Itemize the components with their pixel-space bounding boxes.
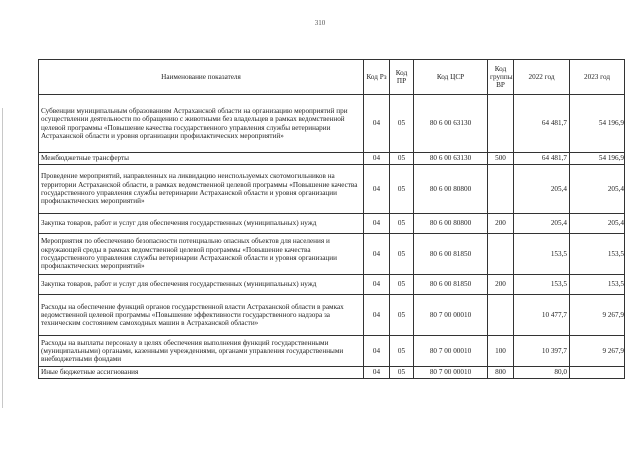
- scan-edge-line: [2, 108, 5, 408]
- row-csr: 80 7 00 00010: [414, 295, 488, 336]
- row-2022: 153,5: [514, 275, 570, 295]
- row-csr: 80 6 00 80800: [414, 214, 488, 234]
- row-2023: [570, 367, 625, 379]
- row-csr: 80 6 00 81850: [414, 275, 488, 295]
- header-name: Наименование показателя: [39, 60, 364, 95]
- row-2022: 10 477,7: [514, 295, 570, 336]
- row-2023: 153,5: [570, 234, 625, 275]
- row-vr: 100: [488, 336, 514, 367]
- row-name: Закупка товаров, работ и услуг для обеспечения государственных (муниципальных) нужд: [39, 214, 364, 234]
- table-row: [39, 214, 625, 234]
- row-rz: 04: [364, 234, 390, 275]
- row-vr: [488, 95, 514, 153]
- table-row: [39, 367, 625, 379]
- page-number: 310: [314, 19, 326, 27]
- table-row: [39, 295, 625, 336]
- row-2022: 64 481,7: [514, 153, 570, 165]
- row-vr: [488, 165, 514, 214]
- header-pr: Код ПР: [390, 60, 414, 95]
- row-rz: 04: [364, 336, 390, 367]
- row-2022: 153,5: [514, 234, 570, 275]
- header-2023: 2023 год: [570, 60, 625, 95]
- row-name: Расходы на выплаты персоналу в целях обеспечения выполнения функций государственными (муниципальными) органами, казенными учреждениями, органами управления государственными внебюджетными фондами: [39, 336, 364, 367]
- row-2023: 54 196,9: [570, 153, 625, 165]
- row-2023: 9 267,9: [570, 295, 625, 336]
- row-2023: 153,5: [570, 275, 625, 295]
- row-pr: 05: [390, 336, 414, 367]
- row-csr: 80 6 00 80800: [414, 165, 488, 214]
- header-vr: Код группы ВР: [488, 60, 514, 95]
- row-name: Межбюджетные трансферты: [39, 153, 364, 165]
- row-2022: 10 397,7: [514, 336, 570, 367]
- table-row: [39, 95, 625, 153]
- row-pr: 05: [390, 165, 414, 214]
- header-2022: 2022 год: [514, 60, 570, 95]
- row-pr: 05: [390, 153, 414, 165]
- row-name: Проведение мероприятий, направленных на ликвидацию неиспользуемых скотомогильников на территории Астраханской области, в рамках ведомственной целевой программы «Повышение качества государственного управления службы ветеринарии Астраханской области и уровня организации профилактических мероприятий»: [39, 165, 364, 214]
- table-row: [39, 275, 625, 295]
- table-row: [39, 336, 625, 367]
- row-pr: 05: [390, 295, 414, 336]
- row-vr: 200: [488, 214, 514, 234]
- row-pr: 05: [390, 95, 414, 153]
- row-rz: 04: [364, 214, 390, 234]
- row-name: Иные бюджетные ассигнования: [39, 367, 364, 379]
- row-2022: 205,4: [514, 165, 570, 214]
- row-csr: 80 6 00 63130: [414, 153, 488, 165]
- row-rz: 04: [364, 295, 390, 336]
- row-rz: 04: [364, 275, 390, 295]
- row-2023: 205,4: [570, 165, 625, 214]
- row-2023: 54 196,9: [570, 95, 625, 153]
- row-csr: 80 7 00 00010: [414, 336, 488, 367]
- header-csr: Код ЦСР: [414, 60, 488, 95]
- row-vr: 500: [488, 153, 514, 165]
- row-2022: 80,0: [514, 367, 570, 379]
- row-rz: 04: [364, 165, 390, 214]
- row-pr: 05: [390, 367, 414, 379]
- budget-table: [38, 59, 625, 379]
- row-rz: 04: [364, 153, 390, 165]
- row-vr: 800: [488, 367, 514, 379]
- row-rz: 04: [364, 367, 390, 379]
- row-pr: 05: [390, 234, 414, 275]
- table-row: [39, 153, 625, 165]
- row-csr: 80 7 00 00010: [414, 367, 488, 379]
- row-csr: 80 6 00 81850: [414, 234, 488, 275]
- row-name: Расходы на обеспечение функций органов государственной власти Астраханской области в рамках ведомственной целевой программы «Повышение эффективности государственного надзора за техническим состоянием самоходных машин в Астраханской области»: [39, 295, 364, 336]
- row-csr: 80 6 00 63130: [414, 95, 488, 153]
- table-row: [39, 234, 625, 275]
- row-vr: 200: [488, 275, 514, 295]
- row-vr: [488, 295, 514, 336]
- header-rz: Код Рз: [364, 60, 390, 95]
- row-pr: 05: [390, 275, 414, 295]
- row-name: Мероприятия по обеспечению безопасности потенциально опасных объектов для населения и окружающей среды в рамках ведомственной целевой программы «Повышение качества государственного управления службы ветеринарии Астраханской области и уровня организации профилактических мероприятий»: [39, 234, 364, 275]
- table-row: [39, 165, 625, 214]
- row-rz: 04: [364, 95, 390, 153]
- row-2022: 205,4: [514, 214, 570, 234]
- row-pr: 05: [390, 214, 414, 234]
- table-header-row: [39, 60, 625, 95]
- row-2022: 64 481,7: [514, 95, 570, 153]
- row-name: Субвенции муниципальным образованиям Астраханской области на организацию мероприятий при осуществлении деятельности по обращению с животными без владельцев в рамках ведомственной целевой программы «Повышение качества государственного управления службы ветеринарии Астраханской области и уровня организации профилактических мероприятий»: [39, 95, 364, 153]
- row-vr: [488, 234, 514, 275]
- row-name: Закупка товаров, работ и услуг для обеспечения государственных (муниципальных) нужд: [39, 275, 364, 295]
- row-2023: 205,4: [570, 214, 625, 234]
- row-2023: 9 267,9: [570, 336, 625, 367]
